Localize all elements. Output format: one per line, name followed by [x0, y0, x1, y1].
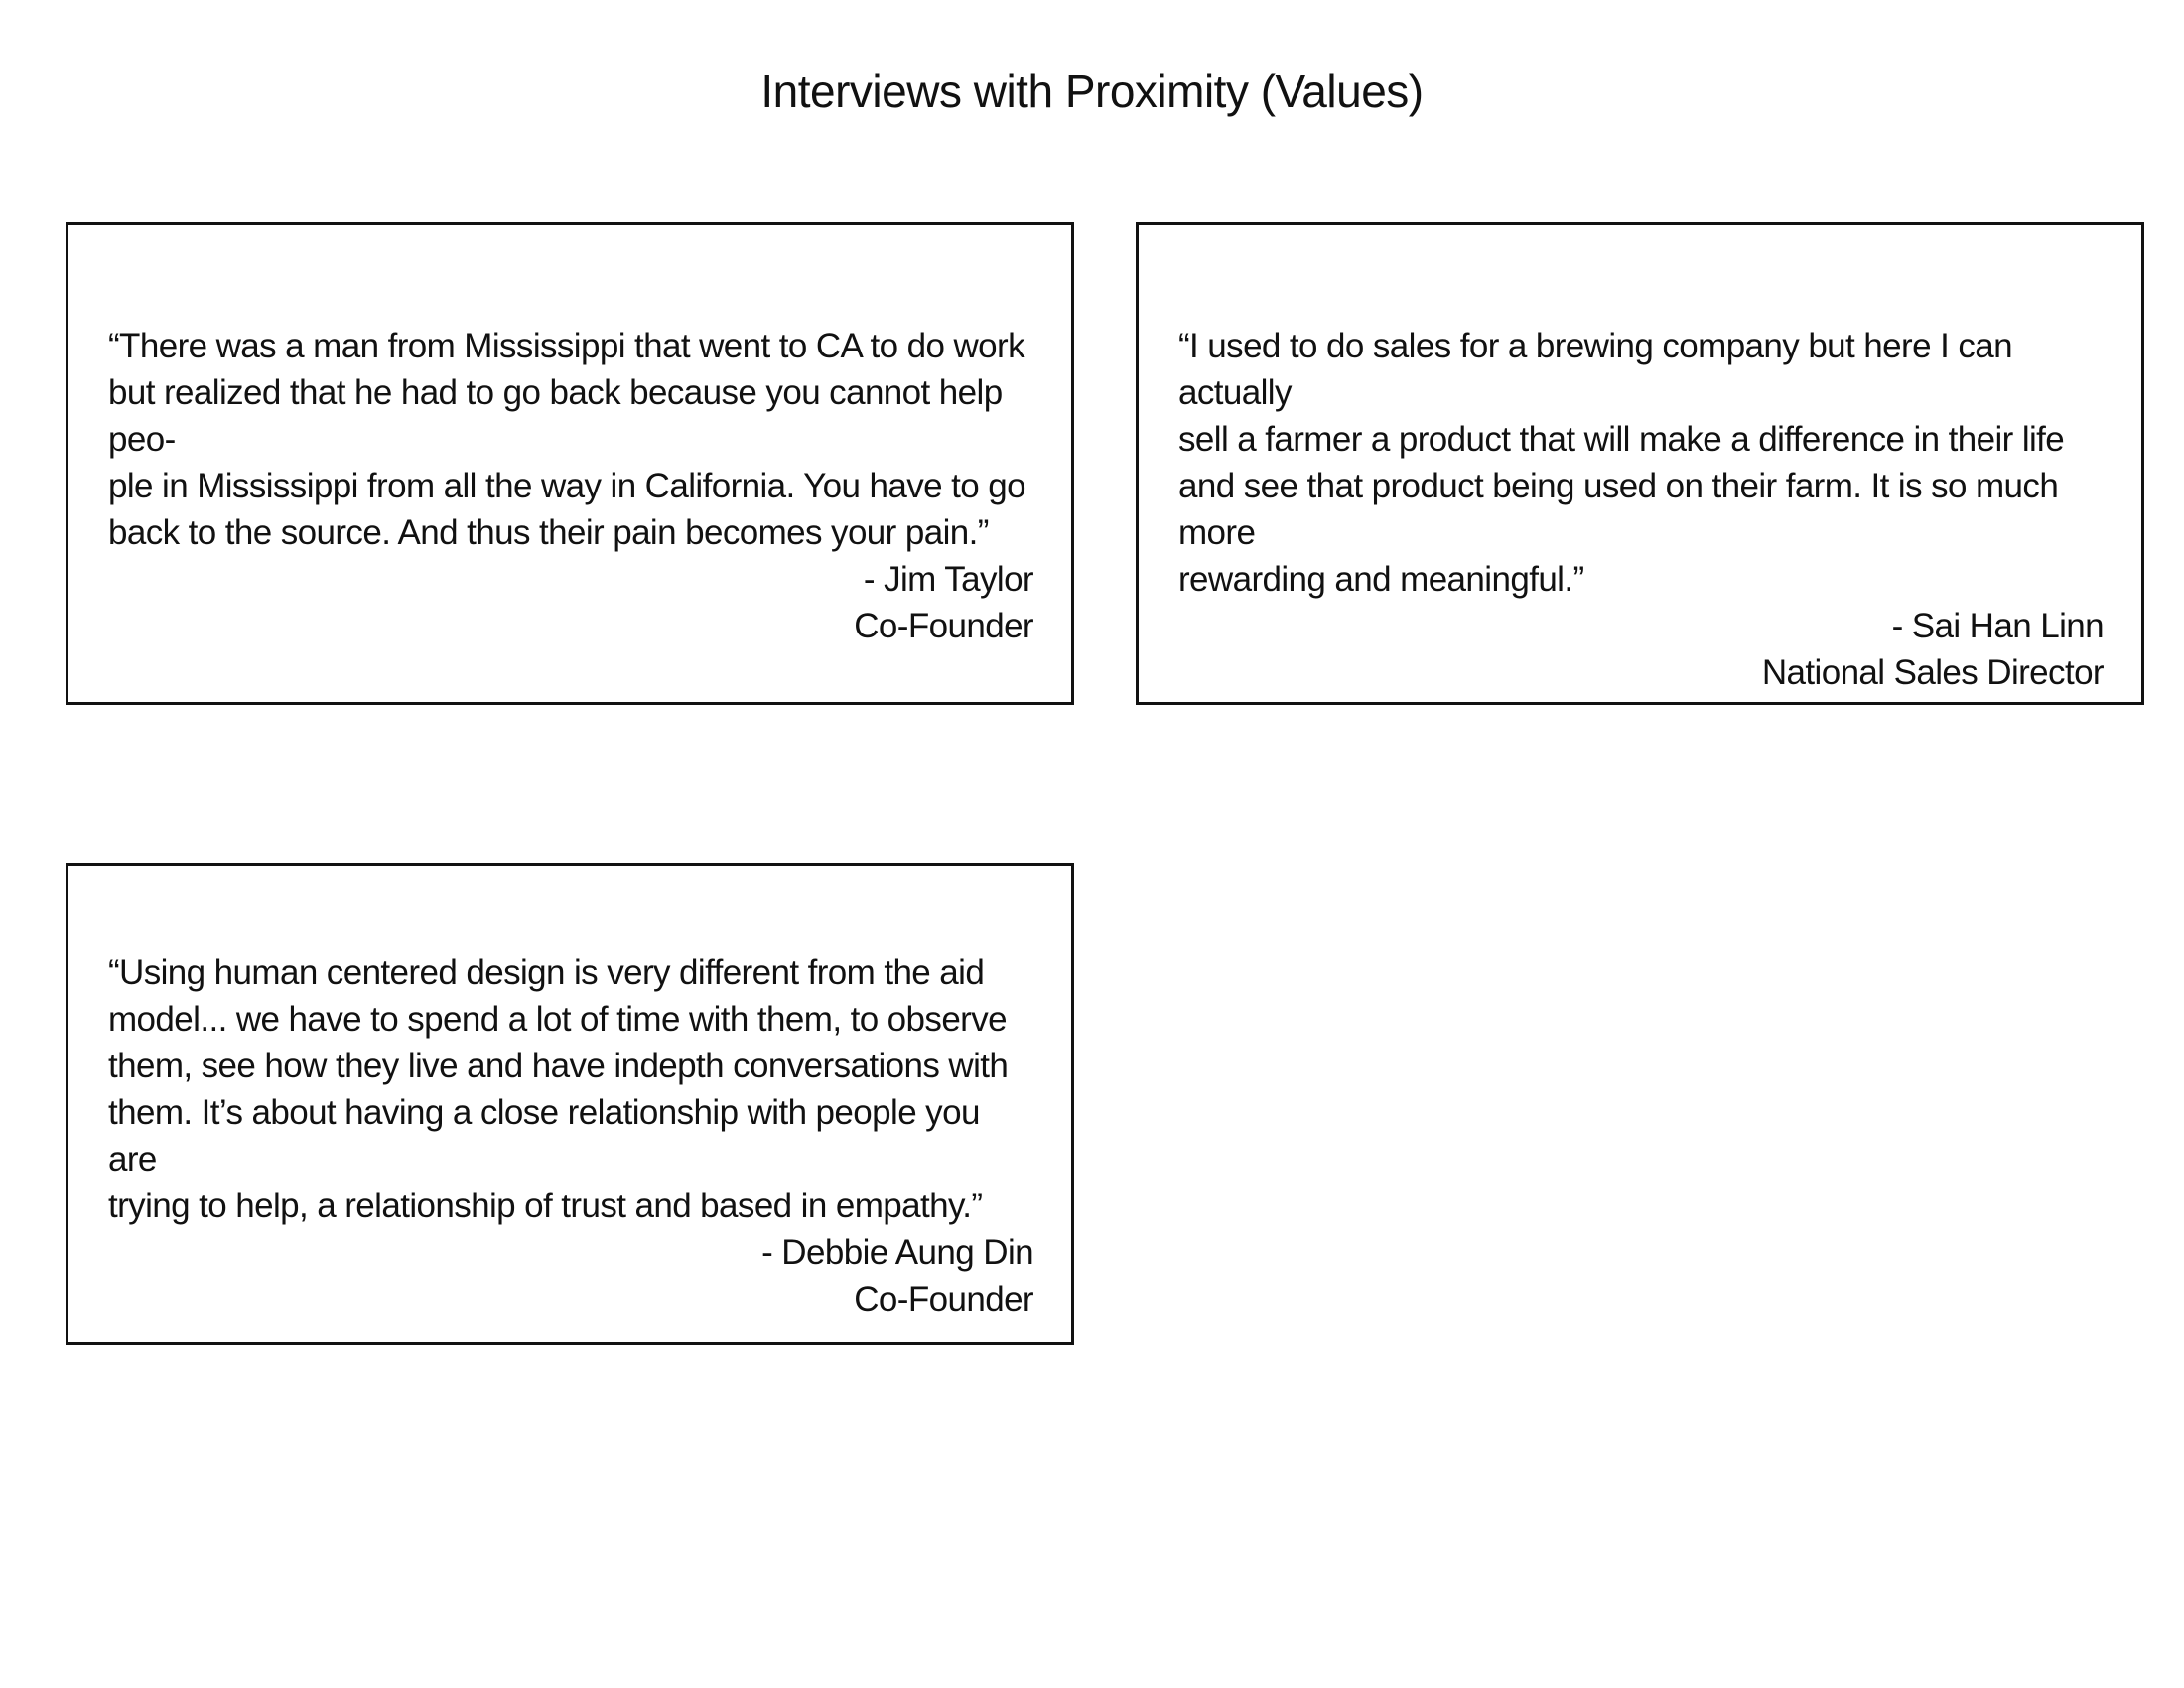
quote-author-role: Co-Founder — [854, 607, 1033, 645]
quote-author-role: Co-Founder — [854, 1280, 1033, 1319]
quote-text: “Using human centered design is very different from the aid model... we have to spend a lot of time with them, to observe them, see how they live and have indepth conversations with them. It’s about having a close relationship with people you are trying to help, a relationship of trust and based in empathy.” — [108, 953, 1009, 1225]
quote-author: - Jim Taylor — [863, 560, 1033, 599]
page-title: Interviews with Proximity (Values) — [760, 66, 1424, 117]
quote-author: - Sai Han Linn — [1891, 607, 2104, 645]
quote-card — [66, 222, 1074, 705]
quote-card — [66, 863, 1074, 1345]
quote-card — [1136, 222, 2144, 705]
quote-author-role: National Sales Director — [1761, 653, 2104, 692]
quote-text: “I used to do sales for a brewing company but here I can actually sell a farmer a product that will make a difference in their life and see that product being used on their farm. It is so much more rewarding and meaningful.” — [1178, 327, 2065, 599]
quote-text: “There was a man from Mississippi that went to CA to do work but realized that he had to go back because you cannot help peo- ple in Mississippi from all the way in California. You have to go back to the source. And thus their pain becomes your pain.” — [108, 327, 1025, 552]
quote-author: - Debbie Aung Din — [761, 1233, 1033, 1272]
